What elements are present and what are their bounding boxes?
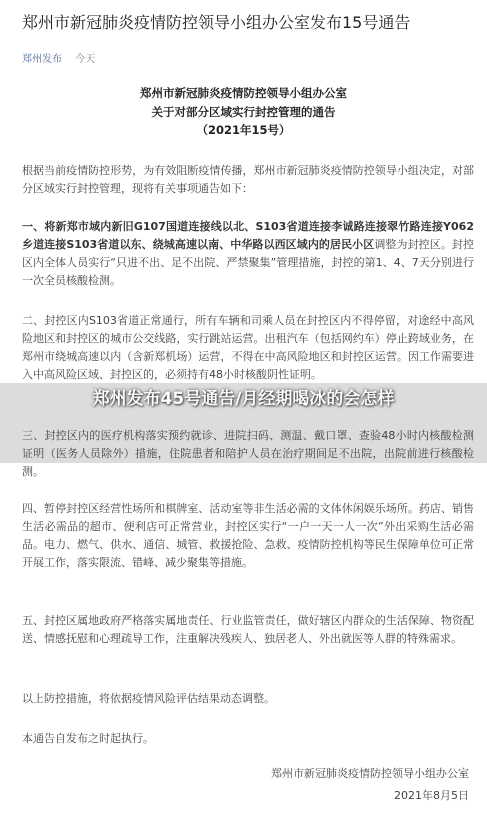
signature-date: 2021年8月5日 [394, 789, 469, 802]
item-1-rest: 调整为封控区。封控区内全体人员实行“只进不出、足不出院、严禁聚集”管理措施，封控的第1、4、7天分别进行一次全员核酸检测。 [22, 238, 474, 287]
paragraph-closing-effective: 本通告自发布之时起执行。 [22, 732, 154, 745]
heading-subject: 关于对部分区域实行封控管理的通告 [151, 104, 336, 119]
article-meta [22, 50, 95, 65]
paragraph-closing-adjust: 以上防控措施，将依据疫情风险评估结果动态调整。 [22, 692, 275, 705]
heading-issuer: 郑州市新冠肺炎疫情防控领导小组办公室 [140, 86, 347, 100]
paragraph-item-2: 二、封控区内S103省道正常通行，所有车辆和司乘人员在封控区内不得停留，对途经中高风险地区和封控区的城市公交线路，实行跳站运营。出租汽车（包括网约车）停止跨域业务，在郑州市绕城高速以内（含新郑机场）运营，不得在中高风险地区和封控区运营。因工作需要进入中高风险区域、封控区的，必须持有48小时核酸阴性证明。 [22, 314, 474, 381]
caption-overlay-text: 郑州发布45号通告/月经期喝冰的会怎样 [92, 389, 395, 409]
paragraph-item-1 [22, 218, 474, 290]
paragraph-item-3: 三、封控区内的医疗机构落实预约就诊、进院扫码、测温、戴口罩、查验48小时内核酸检测证明（医务人员除外）措施，住院患者和陪护人员在治疗期间足不出院，出院前进行核酸检测。 [22, 429, 474, 478]
item-1-highlight: 一、将新郑市域内新旧G107国道连接线以北、S103省道连接李诚路连接翠竹路连接Y062乡道连接S103省道以东、绕城高速以南、中华路以西区域内的居民小区 [22, 220, 474, 251]
paragraph-item-5: 五、封控区属地政府严格落实属地责任、行业监管责任，做好辖区内群众的生活保障、物资配送、情感抚慰和心理疏导工作，注重解决残疾人、独居老人、外出就医等人群的特殊需求。 [22, 614, 474, 645]
signature-organization: 郑州市新冠肺炎疫情防控领导小组办公室 [271, 767, 469, 780]
publish-time: 今天 [75, 54, 96, 65]
paragraph-item-4: 四、暂停封控区经营性场所和棋牌室、活动室等非生活必需的文体休闲娱乐场所。药店、销售生活必需品的超市、便利店可正常营业，封控区实行“一户一天一人一次”外出采购生活必需品。电力、燃气、供水、通信、城管、救援抢险、急救、疫情防控机构等民生保障单位可正常开展工作，落实限流、错峰、减少聚集等措施。 [22, 502, 474, 569]
paragraph-intro: 根据当前疫情防控形势，为有效阻断疫情传播，郑州市新冠肺炎疫情防控领导小组决定，对部分区域实行封控管理，现将有关事项通告如下： [22, 164, 474, 195]
document-heading [0, 84, 487, 140]
heading-number: （2021年15号） [196, 123, 291, 137]
account-name-link[interactable]: 郑州发布 [22, 54, 62, 65]
article-title: 郑州市新冠肺炎疫情防控领导小组办公室发布15号通告 [22, 13, 411, 32]
